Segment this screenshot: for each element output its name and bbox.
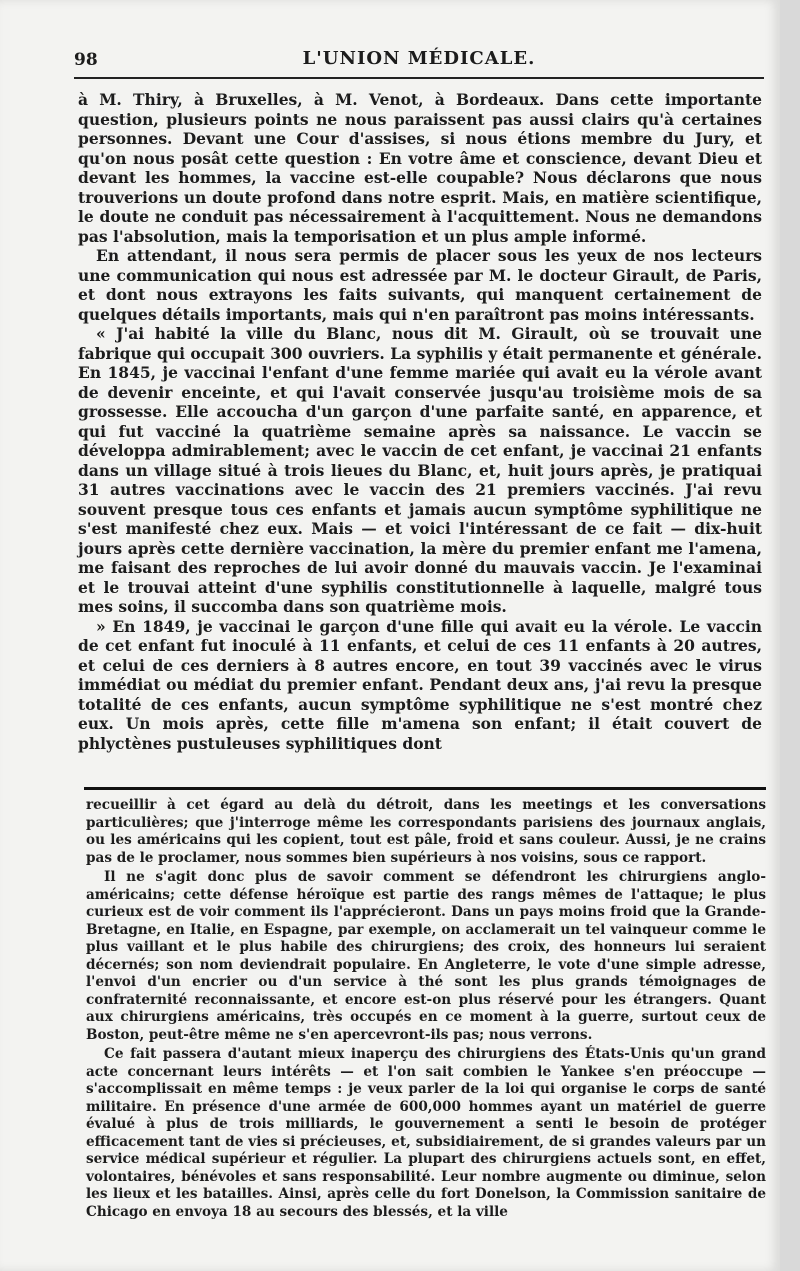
feuilleton-rule — [84, 787, 766, 790]
running-title: L'UNION MÉDICALE. — [302, 48, 536, 69]
feuilleton-paragraph: recueillir à cet égard au delà du détroit, dans les meetings et les conversations particulières; que j'interroge même les correspondants parisiens des journaux anglais, ou les américains qui les copient, tout est pâle, froid et sans couleur. Aussi, je ne crains pas de le proclamer, nous sommes bien supérieurs à nos voisins, sous ce rapport. — [86, 797, 766, 866]
feuilleton-text — [86, 797, 766, 1221]
header-rule — [74, 77, 764, 79]
main-text — [78, 90, 762, 753]
main-paragraph: à M. Thiry, à Bruxelles, à M. Venot, à Bordeaux. Dans cette importante question, plusieurs points ne nous paraissent pas aussi clairs qu'à certaines personnes. Devant une Cour d'assises, si nous étions membre du Jury, et qu'on nous posât cette question : En votre âme et conscience, devant Dieu et devant les hommes, la vaccine est-elle coupable? Nous déclarons que nous trouverions un doute profond dans notre esprit. Mais, en matière scientifique, le doute ne conduit pas nécessairement à l'acquittement. Nous ne demandons pas l'absolution, mais la temporisation et un plus ample informé. — [78, 90, 762, 246]
page-number: 98 — [74, 50, 98, 70]
main-paragraph: En attendant, il nous sera permis de placer sous les yeux de nos lecteurs une communication qui nous est adressée par M. le docteur Girault, de Paris, et dont nous extrayons les faits suivants, qui manquent certainement de quelques détails importants, mais qui n'en paraîtront pas moins intéressants. — [78, 246, 762, 324]
feuilleton-paragraph: Ce fait passera d'autant mieux inaperçu des chirurgiens des États-Unis qu'un grand acte concernant leurs intérêts — et l'on sait combien le Yankee s'en préoccupe — s'accomplissait en même temps : je veux parler de la loi qui organise le corps de santé militaire. En présence d'une armée de 600,000 hommes ayant un matériel de guerre évalué à plus de trois milliards, le gouvernement a senti le besoin de protéger efficacement tant de vies si précieuses, et, subsidiairement, de si grandes valeurs par un service médical supérieur et régulier. La plupart des chirurgiens actuels sont, en effet, volontaires, bénévoles et sans responsabilité. Leur nombre augmente ou diminue, selon les lieux et les batailles. Ainsi, après celle du fort Donelson, la Commission sanitaire de Chicago en envoya 18 au secours des blessés, et la ville — [86, 1046, 766, 1220]
main-paragraph: » En 1849, je vaccinai le garçon d'une fille qui avait eu la vérole. Le vaccin de cet enfant fut inoculé à 11 enfants, et celui de ces 11 enfants à 20 autres, et celui de ces derniers à 8 autres encore, en tout 39 vaccinés avec le virus immédiat ou médiat du premier enfant. Pendant deux ans, j'ai revu la presque totalité de ces enfants, aucun symptôme syphilitique ne s'est montré chez eux. Un mois après, cette fille m'amena son enfant; il était couvert de phlyctènes pustuleuses syphilitiques dont — [78, 616, 762, 753]
page-header — [74, 44, 764, 76]
main-paragraph: « J'ai habité la ville du Blanc, nous dit M. Girault, où se trouvait une fabrique qui occupait 300 ouvriers. La syphilis y était permanente et générale. En 1845, je vaccinai l'enfant d'une femme mariée qui avait eu la vérole avant de devenir enceinte, et qui l'avait conservée jusqu'au troisième mois de sa grossesse. Elle accoucha d'un garçon d'une parfaite santé, en apparence, et qui fut vacciné la quatrième semaine après sa naissance. Le vaccin se développa admirablement; avec le vaccin de cet enfant, je vaccinai 21 enfants dans un village situé à trois lieues du Blanc, et, huit jours après, je pratiquai 31 autres vaccinations avec le vaccin des 21 premiers vaccinés. J'ai revu souvent presque tous ces enfants et jamais aucun symptôme syphilitique ne s'est manifesté chez eux. Mais — et voici l'intéressant de ce fait — dix-huit jours après cette dernière vaccination, la mère du premier enfant me l'amena, me faisant des reproches de lui avoir donné du mauvais vaccin. Je l'examinai et le trouvai atteint d'une syphilis constitutionnelle à laquelle, malgré tous mes soins, il succomba dans son quatrième mois. — [78, 324, 762, 616]
feuilleton-paragraph: Il ne s'agit donc plus de savoir comment se défendront les chirurgiens anglo-américains; cette défense héroïque est partie des rangs mêmes de l'attaque; le plus curieux est de voir comment ils l'apprécieront. Dans un pays moins froid que la Grande-Bretagne, en Italie, en Espagne, par exemple, on acclamerait un tel vainqueur comme le plus vaillant et le plus habile des chirurgiens; des croix, des honneurs lui seraient décernés; son nom deviendrait populaire. En Angleterre, le vote d'une simple adresse, l'envoi d'un encrier ou d'un service à thé sont les plus grands témoignages de confraternité reconnaissante, et encore est-on plus réservé pour les étrangers. Quant aux chirurgiens américains, très occupés en ce moment à la guerre, surtout ceux de Boston, peut-être même ne s'en apercevront-ils pas; nous verrons. — [86, 869, 766, 1043]
